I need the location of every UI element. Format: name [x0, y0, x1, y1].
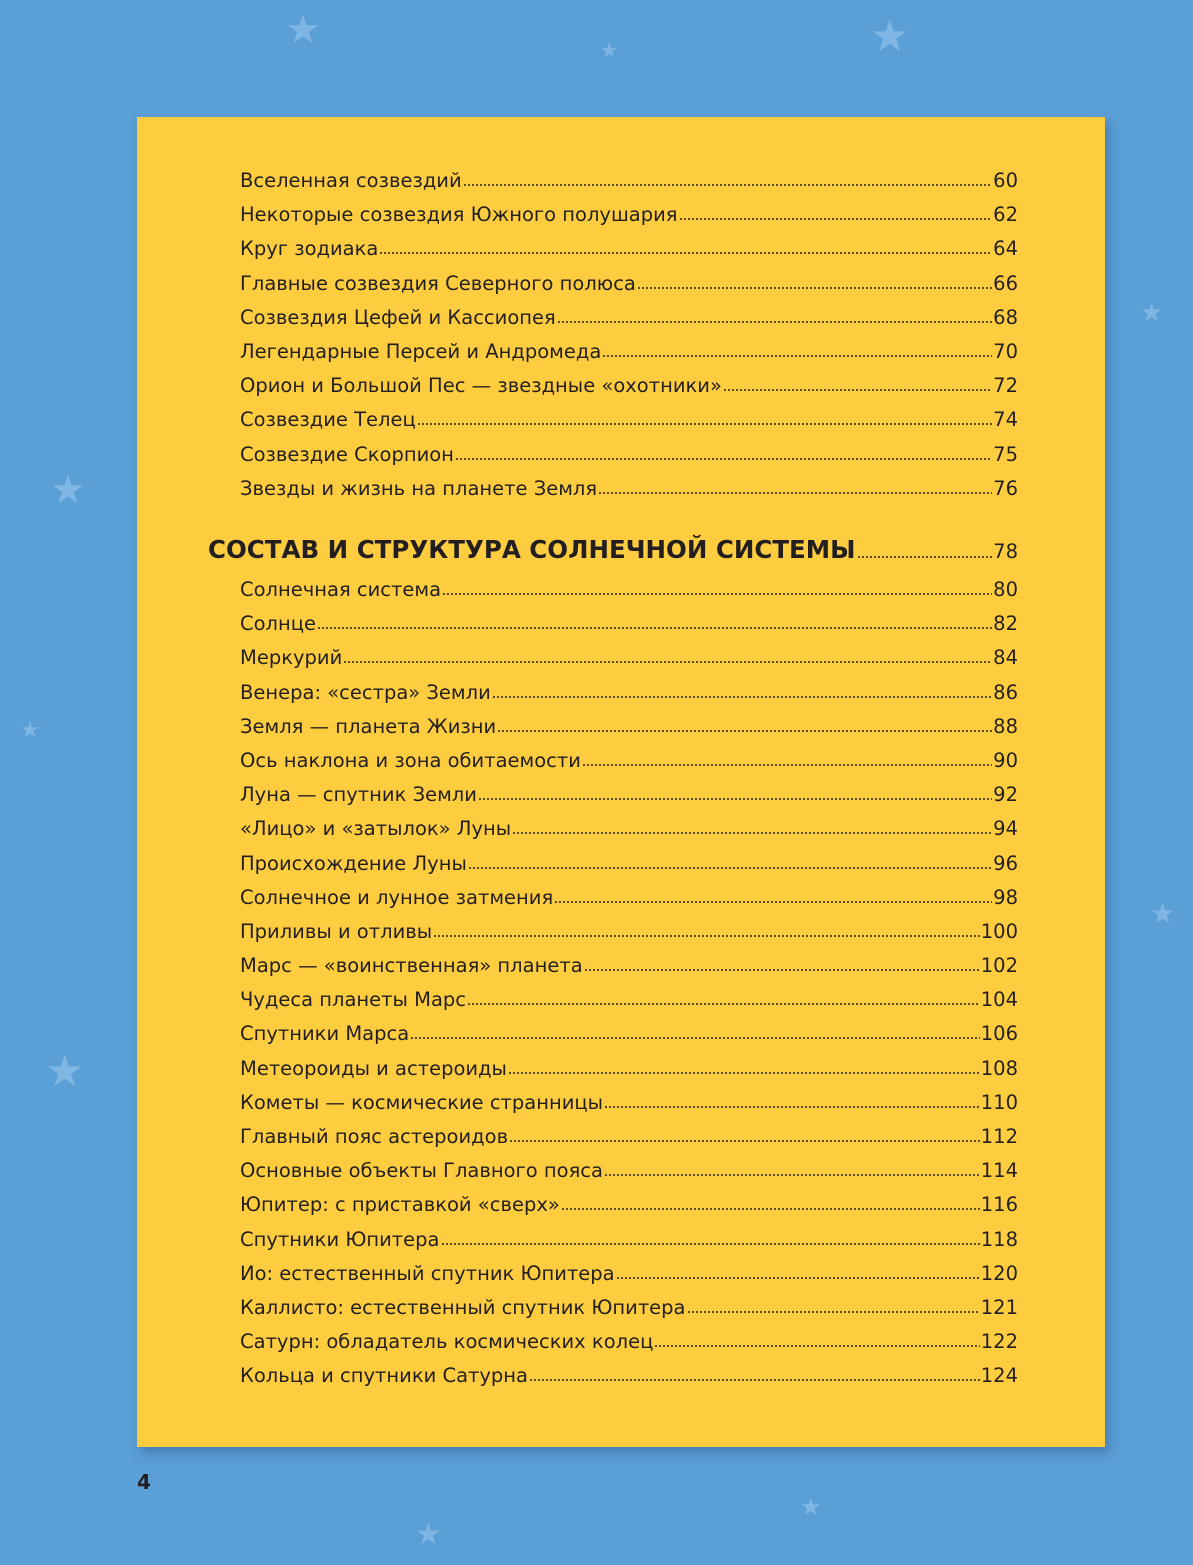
- section-heading-title: СОСТАВ И СТРУКТУРА СОЛНЕЧНОЙ СИСТЕМЫ: [208, 535, 856, 564]
- toc-entry-page: 118: [980, 1227, 1018, 1251]
- toc-entry-page: 100: [980, 919, 1018, 943]
- toc-entry[interactable]: [240, 1022, 1018, 1056]
- toc-entry-title: Юпитер: с приставкой «сверх»: [240, 1193, 560, 1217]
- toc-entry-title: Происхождение Луны: [240, 851, 467, 875]
- star-icon: ★: [870, 11, 910, 62]
- dot-leader: [679, 218, 993, 220]
- toc-entry-page: 86: [993, 680, 1018, 704]
- toc-section-2: [240, 578, 1018, 1399]
- toc-entry-page: 74: [993, 408, 1018, 432]
- toc-entry-title: Основные объекты Главного пояса: [240, 1159, 603, 1183]
- toc-entry[interactable]: [240, 646, 1018, 680]
- toc-entry[interactable]: [240, 1296, 1018, 1330]
- toc-entry-page: 72: [993, 374, 1018, 398]
- toc-entry-page: 84: [993, 646, 1018, 670]
- toc-entry[interactable]: [240, 749, 1018, 783]
- dot-leader: [529, 1379, 980, 1381]
- dot-leader: [463, 184, 993, 186]
- toc-entry-page: 98: [993, 885, 1018, 909]
- dot-leader: [637, 287, 992, 289]
- dot-leader: [317, 627, 992, 629]
- toc-entry[interactable]: [240, 1057, 1018, 1091]
- toc-entry-title: Главный пояс астероидов: [240, 1125, 509, 1148]
- toc-entry-page: 104: [980, 988, 1018, 1012]
- dot-leader: [417, 423, 992, 425]
- toc-entry-title: Марс — «воинственная» планета: [240, 954, 583, 978]
- dot-leader: [602, 355, 992, 357]
- dot-leader: [604, 1106, 980, 1108]
- dot-leader: [598, 492, 992, 494]
- toc-entry[interactable]: [240, 954, 1018, 988]
- toc-entry-title: Венера: «сестра» Земли: [240, 680, 491, 704]
- dot-leader: [433, 935, 980, 937]
- toc-entry-page: 122: [980, 1330, 1018, 1354]
- toc-entry[interactable]: [240, 203, 1018, 237]
- toc-entry-title: Главные созвездия Северного полюса: [240, 271, 636, 295]
- contents-panel: [137, 117, 1105, 1447]
- dot-leader: [467, 1003, 980, 1005]
- toc-entry-title: Солнечная система: [240, 578, 442, 601]
- toc-entry[interactable]: [240, 578, 1018, 612]
- toc-entry[interactable]: [240, 374, 1018, 408]
- toc-entry[interactable]: [240, 477, 1018, 511]
- dot-leader: [616, 1277, 980, 1279]
- dot-leader: [723, 389, 992, 391]
- toc-entry-page: 62: [993, 203, 1018, 227]
- toc-entry-title: Кометы — космические странницы: [240, 1090, 604, 1114]
- toc-entry-page: 112: [980, 1125, 1018, 1148]
- toc-entry-title: Луна — спутник Земли: [240, 783, 477, 807]
- dot-leader: [509, 1140, 980, 1142]
- toc-entry[interactable]: [240, 1364, 1018, 1398]
- toc-entry-page: 90: [993, 748, 1018, 772]
- star-icon: ★: [50, 467, 86, 513]
- toc-entry-title: Кольца и спутники Сатурна: [240, 1364, 529, 1388]
- toc-entry-title: Метеороиды и астероиды: [240, 1056, 507, 1080]
- star-icon: ★: [1140, 298, 1164, 328]
- toc-entry-title: Сатурн: обладатель космических колец: [240, 1330, 654, 1354]
- dot-leader: [410, 1037, 980, 1039]
- toc-entry[interactable]: [240, 1262, 1018, 1296]
- toc-entry-title: Солнечное и лунное затмения: [240, 885, 554, 909]
- toc-entry[interactable]: [240, 306, 1018, 340]
- toc-entry[interactable]: [240, 852, 1018, 886]
- toc-entry[interactable]: [240, 1091, 1018, 1125]
- dot-leader: [442, 593, 992, 595]
- toc-entry-page: 102: [980, 954, 1018, 978]
- toc-section-heading[interactable]: [208, 535, 1018, 564]
- toc-entry-title: Круг зодиака: [240, 237, 379, 261]
- toc-entry-title: Спутники Марса: [240, 1022, 410, 1046]
- toc-entry[interactable]: [240, 715, 1018, 749]
- toc-entry[interactable]: [240, 1159, 1018, 1193]
- toc-entry-page: 94: [993, 817, 1018, 841]
- section-heading-page: 78: [993, 540, 1018, 563]
- star-icon: ★: [285, 7, 321, 53]
- toc-entry[interactable]: [240, 612, 1018, 646]
- toc-entry-page: 116: [980, 1193, 1018, 1217]
- toc-entry-title: Некоторые созвездия Южного полушария: [240, 203, 678, 227]
- toc-entry-page: 60: [993, 169, 1018, 192]
- toc-entry[interactable]: [240, 817, 1018, 851]
- toc-entry-page: 70: [993, 339, 1018, 363]
- dot-leader: [468, 867, 992, 869]
- toc-entry-page: 76: [993, 476, 1018, 500]
- toc-entry-page: 80: [993, 578, 1018, 601]
- toc-entry-title: Легендарные Персей и Андромеда: [240, 339, 602, 363]
- dot-leader: [492, 696, 992, 698]
- star-icon: ★: [20, 718, 40, 743]
- toc-entry-page: 66: [993, 271, 1018, 295]
- dot-leader: [561, 1208, 980, 1210]
- toc-entry[interactable]: [240, 988, 1018, 1022]
- toc-entry-page: 68: [993, 305, 1018, 329]
- dot-leader: [508, 1072, 980, 1074]
- toc-entry[interactable]: [240, 169, 1018, 203]
- star-icon: ★: [600, 38, 618, 62]
- dot-leader: [857, 556, 993, 558]
- toc-entry[interactable]: [240, 272, 1018, 306]
- toc-entry-page: 106: [980, 1022, 1018, 1046]
- toc-entry-page: 92: [993, 783, 1018, 807]
- toc-entry-title: Созвездия Цефей и Кассиопея: [240, 305, 556, 329]
- toc-entry[interactable]: [240, 1228, 1018, 1262]
- toc-entry-title: Спутники Юпитера: [240, 1227, 440, 1251]
- toc-entry[interactable]: [240, 408, 1018, 442]
- page-number: 4: [137, 1470, 151, 1494]
- dot-leader: [478, 798, 992, 800]
- toc-entry-page: 124: [980, 1364, 1018, 1388]
- toc-entry-page: 120: [980, 1261, 1018, 1285]
- dot-leader: [497, 730, 992, 732]
- toc-entry-title: Солнце: [240, 612, 317, 636]
- toc-entry-page: 75: [993, 442, 1018, 466]
- toc-entry-page: 82: [993, 612, 1018, 636]
- toc-entry[interactable]: [240, 1125, 1018, 1159]
- dot-leader: [512, 832, 992, 834]
- toc-entry-title: Созвездие Скорпион: [240, 442, 454, 466]
- star-icon: ★: [415, 1517, 442, 1552]
- toc-entry-page: 96: [993, 851, 1018, 875]
- toc-entry-page: 64: [993, 237, 1018, 261]
- toc-entry[interactable]: [240, 443, 1018, 477]
- toc-entry-title: Приливы и отливы: [240, 919, 433, 943]
- toc-entry[interactable]: [240, 237, 1018, 271]
- toc-entry-page: 110: [980, 1090, 1018, 1114]
- toc-entry-title: Ио: естественный спутник Юпитера: [240, 1261, 615, 1285]
- dot-leader: [654, 1345, 979, 1347]
- toc-entry-title: «Лицо» и «затылок» Луны: [240, 817, 512, 841]
- dot-leader: [687, 1311, 980, 1313]
- toc-entry-page: 88: [993, 714, 1018, 738]
- toc-entry-title: Вселенная созвездий: [240, 169, 462, 192]
- dot-leader: [554, 901, 992, 903]
- toc-entry[interactable]: [240, 1193, 1018, 1227]
- dot-leader: [441, 1243, 980, 1245]
- star-icon: ★: [1150, 897, 1176, 930]
- dot-leader: [379, 252, 992, 254]
- toc-entry-title: Меркурий: [240, 646, 343, 670]
- toc-entry-title: Созвездие Телец: [240, 408, 416, 432]
- toc-section-1: [240, 169, 1018, 511]
- toc-entry[interactable]: [240, 340, 1018, 374]
- dot-leader: [584, 969, 980, 971]
- dot-leader: [343, 661, 992, 663]
- dot-leader: [455, 458, 992, 460]
- toc-entry-title: Земля — планета Жизни: [240, 714, 497, 738]
- dot-leader: [557, 321, 992, 323]
- toc-entry[interactable]: [240, 1330, 1018, 1364]
- toc-entry[interactable]: [240, 920, 1018, 954]
- toc-entry-title: Орион и Большой Пес — звездные «охотники»: [240, 374, 722, 398]
- star-icon: ★: [800, 1493, 822, 1521]
- toc-entry-page: 121: [980, 1295, 1018, 1319]
- toc-entry-page: 114: [980, 1159, 1018, 1183]
- toc-entry[interactable]: [240, 783, 1018, 817]
- toc-entry-title: Каллисто: естественный спутник Юпитера: [240, 1295, 686, 1319]
- toc-entry-title: Ось наклона и зона обитаемости: [240, 748, 581, 772]
- toc-entry-page: 108: [980, 1056, 1018, 1080]
- toc-entry[interactable]: [240, 681, 1018, 715]
- toc-entry-title: Чудеса планеты Марс: [240, 988, 466, 1012]
- dot-leader: [604, 1174, 980, 1176]
- dot-leader: [582, 764, 992, 766]
- toc-entry[interactable]: [240, 886, 1018, 920]
- star-icon: ★: [45, 1046, 85, 1097]
- toc-entry-title: Звезды и жизнь на планете Земля: [240, 476, 598, 500]
